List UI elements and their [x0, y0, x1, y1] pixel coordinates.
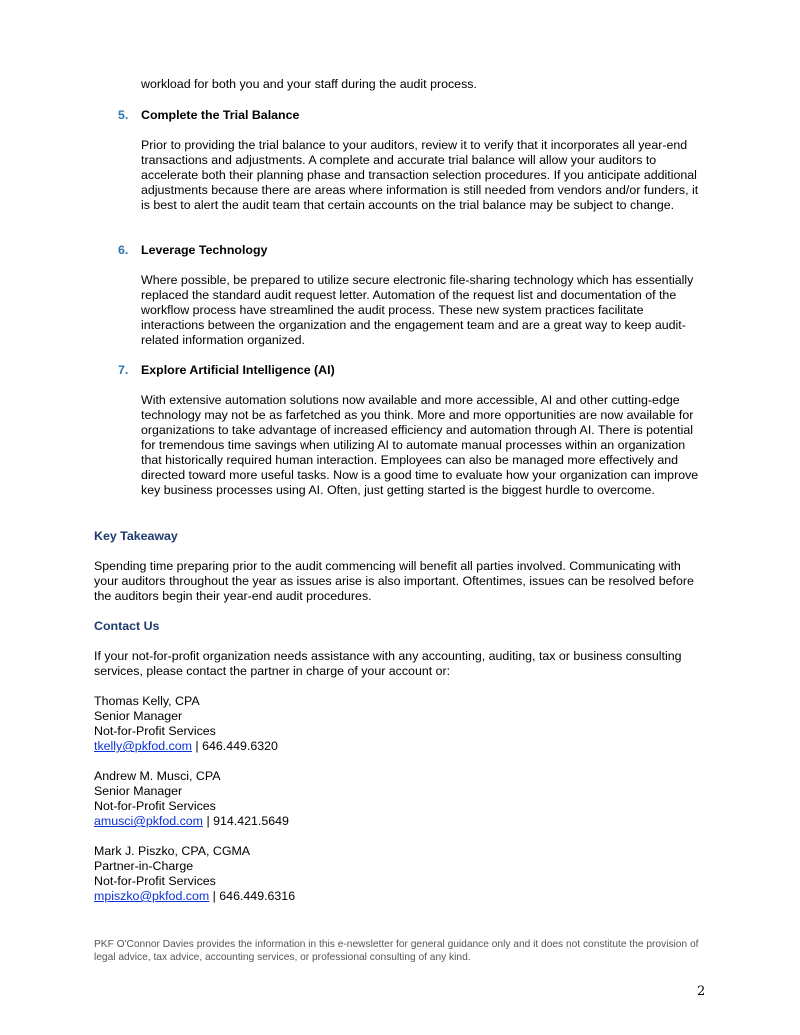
item-6-title: Leverage Technology [141, 243, 268, 257]
contact-block-kelly [94, 694, 278, 754]
contact-name: Andrew M. Musci, CPA [94, 769, 221, 783]
item-6-paragraph: Where possible, be prepared to utilize secure electronic file-sharing technology which has essentially replaced the standard audit request letter. Automation of the request list and documentation of the workflow process have streamlined the audit process. These new system practices facilitate interactions between the organization and the engagement team and are a great way to keep audit-related information organized. [141, 273, 694, 347]
key-takeaway-paragraph: Spending time preparing prior to the audit commencing will benefit all parties involved. Communicating with your auditors throughout the year as issues arise is also important. Oftentimes, issues can be resolved before the auditors begin their year-end audit procedures. [94, 559, 694, 603]
contact-block-piszko [94, 844, 295, 904]
item-7-number: 7. [118, 363, 129, 377]
contact-email-line [94, 814, 289, 829]
item-5-title: Complete the Trial Balance [141, 108, 300, 122]
key-takeaway-heading: Key Takeaway [94, 529, 178, 543]
item-6-number: 6. [118, 243, 129, 257]
email-link-kelly[interactable]: tkelly@pkfod.com [94, 739, 192, 753]
contact-role: Senior Manager [94, 784, 183, 798]
contact-email-line [94, 889, 295, 904]
contact-phone: | 914.421.5649 [203, 814, 289, 828]
contact-us-paragraph: If your not-for-profit organization needs assistance with any accounting, auditing, tax or business consulting services, please contact the partner in charge of your account or: [94, 649, 682, 678]
email-link-musci[interactable]: amusci@pkfod.com [94, 814, 203, 828]
page-number: 2 [697, 984, 706, 999]
contact-dept: Not-for-Profit Services [94, 724, 216, 738]
contact-phone: | 646.449.6320 [191, 739, 278, 753]
disclaimer-text: PKF O'Connor Davies provides the information in this e-newsletter for general guidance only and it does not constitute the provision of legal advice, tax advice, accounting services, or professional consulting of any kind. [94, 939, 699, 963]
item-7-paragraph: With extensive automation solutions now available and more accessible, AI and other cutting-edge technology may not be as farfetched as you think. More and more opportunities are now available for organizations to take advantage of increased efficiency and automation through AI. There is potential for tremendous time savings when utilizing AI to automate manual processes within an organization that historically required human interaction. Employees can also be managed more effectively and directed toward more useful tasks. Now is a good time to evaluate how your organization can improve key business processes using AI. Often, just getting started is the biggest hurdle to overcome. [141, 393, 699, 497]
contact-name: Thomas Kelly, CPA [94, 694, 200, 708]
contact-phone: | 646.449.6316 [209, 889, 296, 903]
contact-role: Senior Manager [94, 709, 183, 723]
contact-role: Partner-in-Charge [94, 859, 194, 873]
intro-line: workload for both you and your staff during the audit process. [141, 77, 477, 91]
contact-block-musci [94, 769, 289, 829]
item-5-number: 5. [118, 108, 129, 122]
contact-email-line [94, 739, 278, 754]
contact-dept: Not-for-Profit Services [94, 874, 216, 888]
contact-dept: Not-for-Profit Services [94, 799, 216, 813]
contact-name: Mark J. Piszko, CPA, CGMA [94, 844, 251, 858]
email-link-piszko[interactable]: mpiszko@pkfod.com [94, 889, 210, 903]
item-7-title: Explore Artificial Intelligence (AI) [141, 363, 335, 377]
contact-us-heading: Contact Us [94, 619, 160, 633]
item-5-paragraph: Prior to providing the trial balance to your auditors, review it to verify that it incorporates all year-end transactions and adjustments. A complete and accurate trial balance will allow your auditors to accelerate both their planning phase and transaction selection procedures. If you anticipate additional adjustments because there are areas where information is still needed from vendors and/or funders, it is best to alert the audit team that certain accounts on the trial balance may be subject to change. [141, 138, 699, 212]
